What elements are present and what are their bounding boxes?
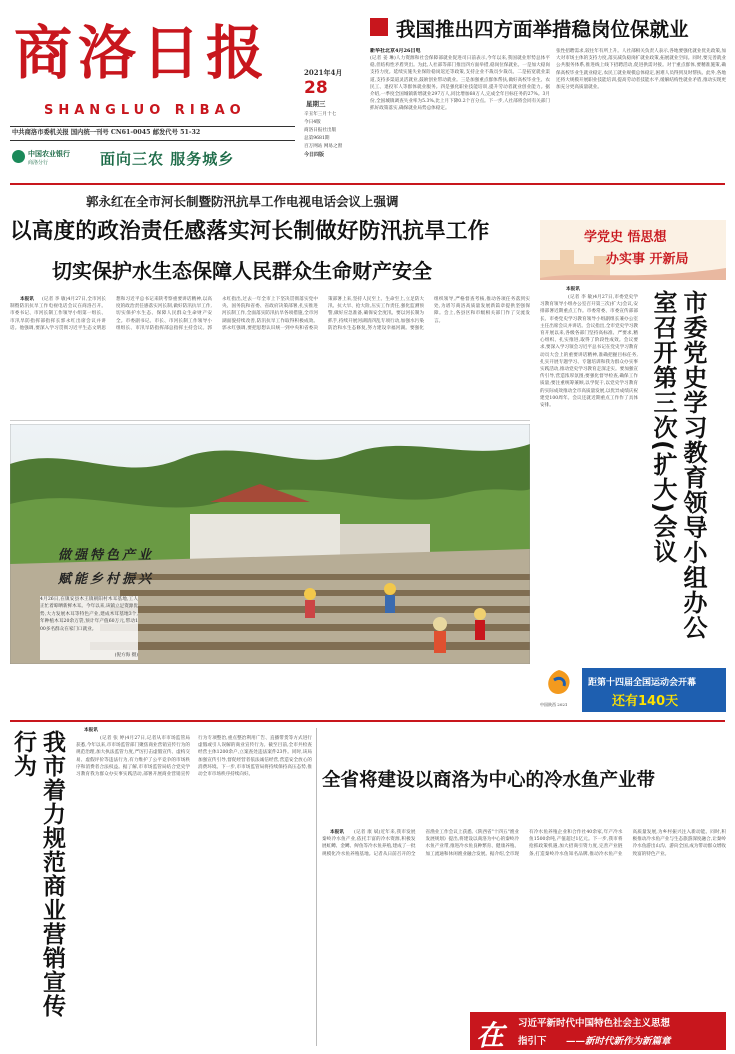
bank-icon	[12, 150, 25, 163]
slogan: 面向三农 服务城乡	[100, 150, 235, 168]
main-byline: 本报讯	[20, 297, 34, 302]
date-year-month: 2021年4月	[304, 68, 343, 77]
games-line-2: 还有140天	[612, 694, 679, 709]
web-label: 百万网站 网易之窗	[304, 144, 343, 149]
footer-line-2: 指引下	[518, 1036, 547, 1047]
photo-caption-box	[40, 596, 138, 660]
footer-banner	[470, 1012, 726, 1050]
masthead-title: 商洛日报	[14, 19, 271, 87]
main-body-columns	[10, 296, 530, 416]
photo-title-2: 赋能乡村振兴	[58, 572, 155, 587]
footer-line-1: 习近平新时代中国特色社会主义思想	[518, 1018, 671, 1029]
weekday: 星期三	[306, 100, 326, 108]
right-column-byline: 本报讯	[566, 287, 580, 292]
games-logo	[540, 666, 578, 714]
masthead-pinyin: SHANGLUO RIBAO	[44, 103, 246, 118]
top-story-title: 我国推出四方面举措稳岗位保就业	[396, 18, 689, 41]
lunar-2: 今日4版	[304, 120, 321, 125]
bottom-story-body-columns	[322, 829, 726, 1004]
footer-line-3: ——新时代新作为新篇章	[566, 1036, 671, 1047]
right-column-headline: 市委党史学习教育领导小组办公室召开第三次(扩大)会议	[649, 290, 707, 640]
right-column-body: (记者 李 敏)4月27日,市委党史学习教育领导小组办公室召开第三次(扩大)会议,安排部署近期重点工作。市委常委、市委宣传部部长、市委党史学习教育领导小组副组长兼办公室主任出席会议并讲话。会议指出,全市党史学习教育开展以来,各级各部门坚持高标准、严要求,精心组织、扎实推进,取得了阶段性成效。会议要求,要深入学习领会习近平总书记在党史学习教育动员大会上的重要讲话精神,准确把握目标任务,扎实开展专题学习、专题培训和我为群众办实事实践活动,推动党史学习教育走深走实。要加强宣传引导,营造浓厚氛围;要强化督导检查,确保工作质量;要注重统筹兼顾,以学促干,以党史学习教育的实际成效推动全市高质量发展,以优异成绩庆祝建党100周年。会议还就近期重点工作作了具体安排。	[540, 295, 638, 409]
banner-line-1: 学党史 悟思想	[584, 230, 667, 245]
main-headline-1: 以高度的政治责任感落实河长制做好防汛抗旱工作	[10, 219, 490, 244]
main-kicker: 郭永红在全市河长制暨防汛抗旱工作电视电话会议上强调	[86, 194, 399, 209]
top-story-lead: 新华社北京4月26日电	[370, 48, 421, 54]
main-headline-2: 切实保护水生态保障人民群众生命财产安全	[52, 259, 432, 283]
bottom-story-byline: 本报讯	[330, 830, 344, 835]
banner-line-2: 办实事 开新局	[606, 252, 689, 267]
photo-caption: 4月26日,在镇安县木王镇朝阳村木耳基地,工人正忙着晾晒新鲜木耳。今年以来,该镇立足资源优势,大力发展木耳等特色产业,建成木耳基地3个,年种植木耳20余万袋,预计年产值60万元,带动100多名群众在家门口就业。	[40, 597, 138, 632]
games-logo-text: 中国陕西 2021	[540, 702, 568, 707]
main-body: (记者 李 敏)4月27日,全市河长制暨防汛抗旱工作电视电话会议在商洛召开。市委书记、市河长制工作领导小组第一组长、市汛旱防指挥部指挥长郭永红出席会议并讲话。他强调,要深入学习贯彻习近平生态文明思想和习近平总书记来陕考察重要讲话精神,以高度的政治责任感落实河长制,做好防汛抗旱工作,切实保护水生态、保障人民群众生命财产安全。市委副书记、市长、市河长制工作领导小组组长、市汛旱防指挥部总指挥主持会议。郭永红指出,过去一年全市上下坚决贯彻落实党中央、国务院和省委、省政府决策部署,扎实推进河长制工作,全面落实防汛抗旱各项措施,全市河湖面貌持续改善,防汛抗旱工作取得积极成效。郭永红强调,要把思想认识统一到中央和省委决策部署上来,坚持人民至上、生命至上,立足防大汛、抗大旱、抢大险,压实工作责任,强化监测预警,做好应急准备,确保安全度汛。要以河长制为抓手,持续开展河湖清四乱专项行动,加强水污染防治和水生态修复,努力建设幸福河湖。要强化组织领导,严格督查考核,推动各项任务落到实处,为谱写商洛高质量发展新篇章提供坚强保障。会上,各县区和市级相关部门作了交流发言。	[10, 297, 530, 331]
issue-2: 总第9681期	[304, 136, 330, 141]
bottom-story-body: (记者 康 斌)近年来,我市发展秦岭冷水鱼产业,依托丰富的冷水资源,积极发展虹鳟、金鳟、鲟鱼等冷水鱼养殖,建成了一批规模化冷水鱼养殖基地。记者从日前召开的全省渔业工作会议上获悉,《陕西省"十四五"渔业发展规划》提出,将建设以商洛为中心的秦岭冷水鱼产业带,推进冷水鱼良种繁育、健康养殖、加工流通和休闲渔业融合发展。据介绍,全市现有冷水鱼养殖企业和合作社40余家,年产冷水鱼1500余吨,产值超过1亿元。下一步,我市将抢抓政策机遇,加大招商引资力度,完善产业链条,打造秦岭冷水鱼知名品牌,推动冷水鱼产业高质量发展,为乡村振兴注入新动能。同时,积极推动冷水鱼产业与生态旅游深度融合,让秦岭冷水鱼游出山沟、游向全国,成为带动群众增收致富的特色产业。	[322, 830, 726, 857]
bank-sub: 商洛分行	[28, 160, 49, 166]
games-countdown	[582, 668, 726, 712]
games-line-1: 距第十四届全国运动会开幕	[588, 678, 697, 688]
party-history-banner	[540, 220, 726, 280]
date-day: 28	[304, 78, 328, 98]
top-story-body-left: (记者 姜 琳)人力资源和社会保障部就业促进司日前表示,今年以来,我国就业形势总体平稳,但结构性矛盾突出。为此,人社部等部门推出四方面举措,稳岗位保就业。一是加大稳岗支持力度。延续实施失业保险稳岗返还等政策,支持企业不裁员少裁员。二是拓宽就业渠道,支持多渠道灵活就业,鼓励创业带动就业。三是加强重点群体帮扶,做好高校毕业生、农民工、退役军人等群体就业服务。四是强化职业技能培训,提升劳动者就业创业能力。据介绍,一季度全国城镇新增就业297万人,同比增加68万人,完成全年目标任务的27%。3月份,全国城镇调查失业率为5.3%,比上月下降0.2个百分点。下一步,人社部将会同有关部门抓好政策落实,确保就业局势总体稳定。	[370, 56, 550, 112]
today-label: 今日四版	[304, 152, 325, 158]
bank-name: 中国农业银行	[28, 150, 70, 158]
bottom-story-headline: 全省将建设以商洛为中心的冷水鱼产业带	[322, 770, 656, 791]
bottom-left-headline: 我市着力规范商业营销宣传行为	[10, 730, 65, 1018]
photo-title-1: 做强特色产业	[58, 548, 155, 563]
masthead-subline: 中共商洛市委机关报 国内统一刊号 CN61-0045 邮发代号 51-32	[12, 129, 201, 136]
bottom-left-byline: 本报讯	[84, 728, 98, 733]
top-story-marker	[370, 18, 388, 36]
issue-1: 商洛日报社出版	[304, 128, 337, 133]
photo-credit: (倪方海 摄)	[114, 653, 138, 658]
bottom-left-body-columns	[76, 735, 312, 1045]
bank-logo	[12, 149, 98, 169]
lunar-1: 辛丑年三月十七	[304, 112, 337, 117]
footer-zai: 在	[476, 1019, 505, 1052]
games-logo-icon	[540, 666, 578, 702]
bottom-left-body: (记者 张 婷)4月27日,记者从市市场监管局获悉,今年以来,市市场监管部门聚焦商业营销宣传行为的规范治理,加大执法监管力度,严厉打击虚假宣传、虚构交易、虚假评价等违法行为,有力维护了公平竞争的市场秩序和消费者合法权益。据了解,市市场监管局结合党史学习教育我为群众办实事实践活动,部署开展商业营销宣传行为专项整治,重点整治利用广告、直播带货等方式进行虚假或引人误解的商业宣传行为。截至目前,全市共检查经营主体1200余户,立案查处违法案件23件。同时,该局加强宣传引导,督促经营者依法诚信经营,营造安全放心的消费环境。下一步,市市场监管局将持续保持高压态势,推动全市市场秩序持续向好。	[76, 736, 312, 778]
top-story-body-right: 张性招聘需求,较往年有所上升。人社部相关负责人表示,各地要强化就业优先政策,加大对市场主体的支持力度,落实减负稳岗扩就业政策,拓展就业空间。同时,要完善就业公共服务体系,推进线上线下招聘活动,促进供需对接。对于重点群体,要精准施策,确保高校毕业生就业稳定,农民工就业规模总体稳定,困难人员得到及时帮扶。此外,各地还将大规模开展职业技能培训,提高劳动者技能水平,缓解结构性就业矛盾,推动实现更加充分更高质量就业。	[556, 49, 726, 91]
